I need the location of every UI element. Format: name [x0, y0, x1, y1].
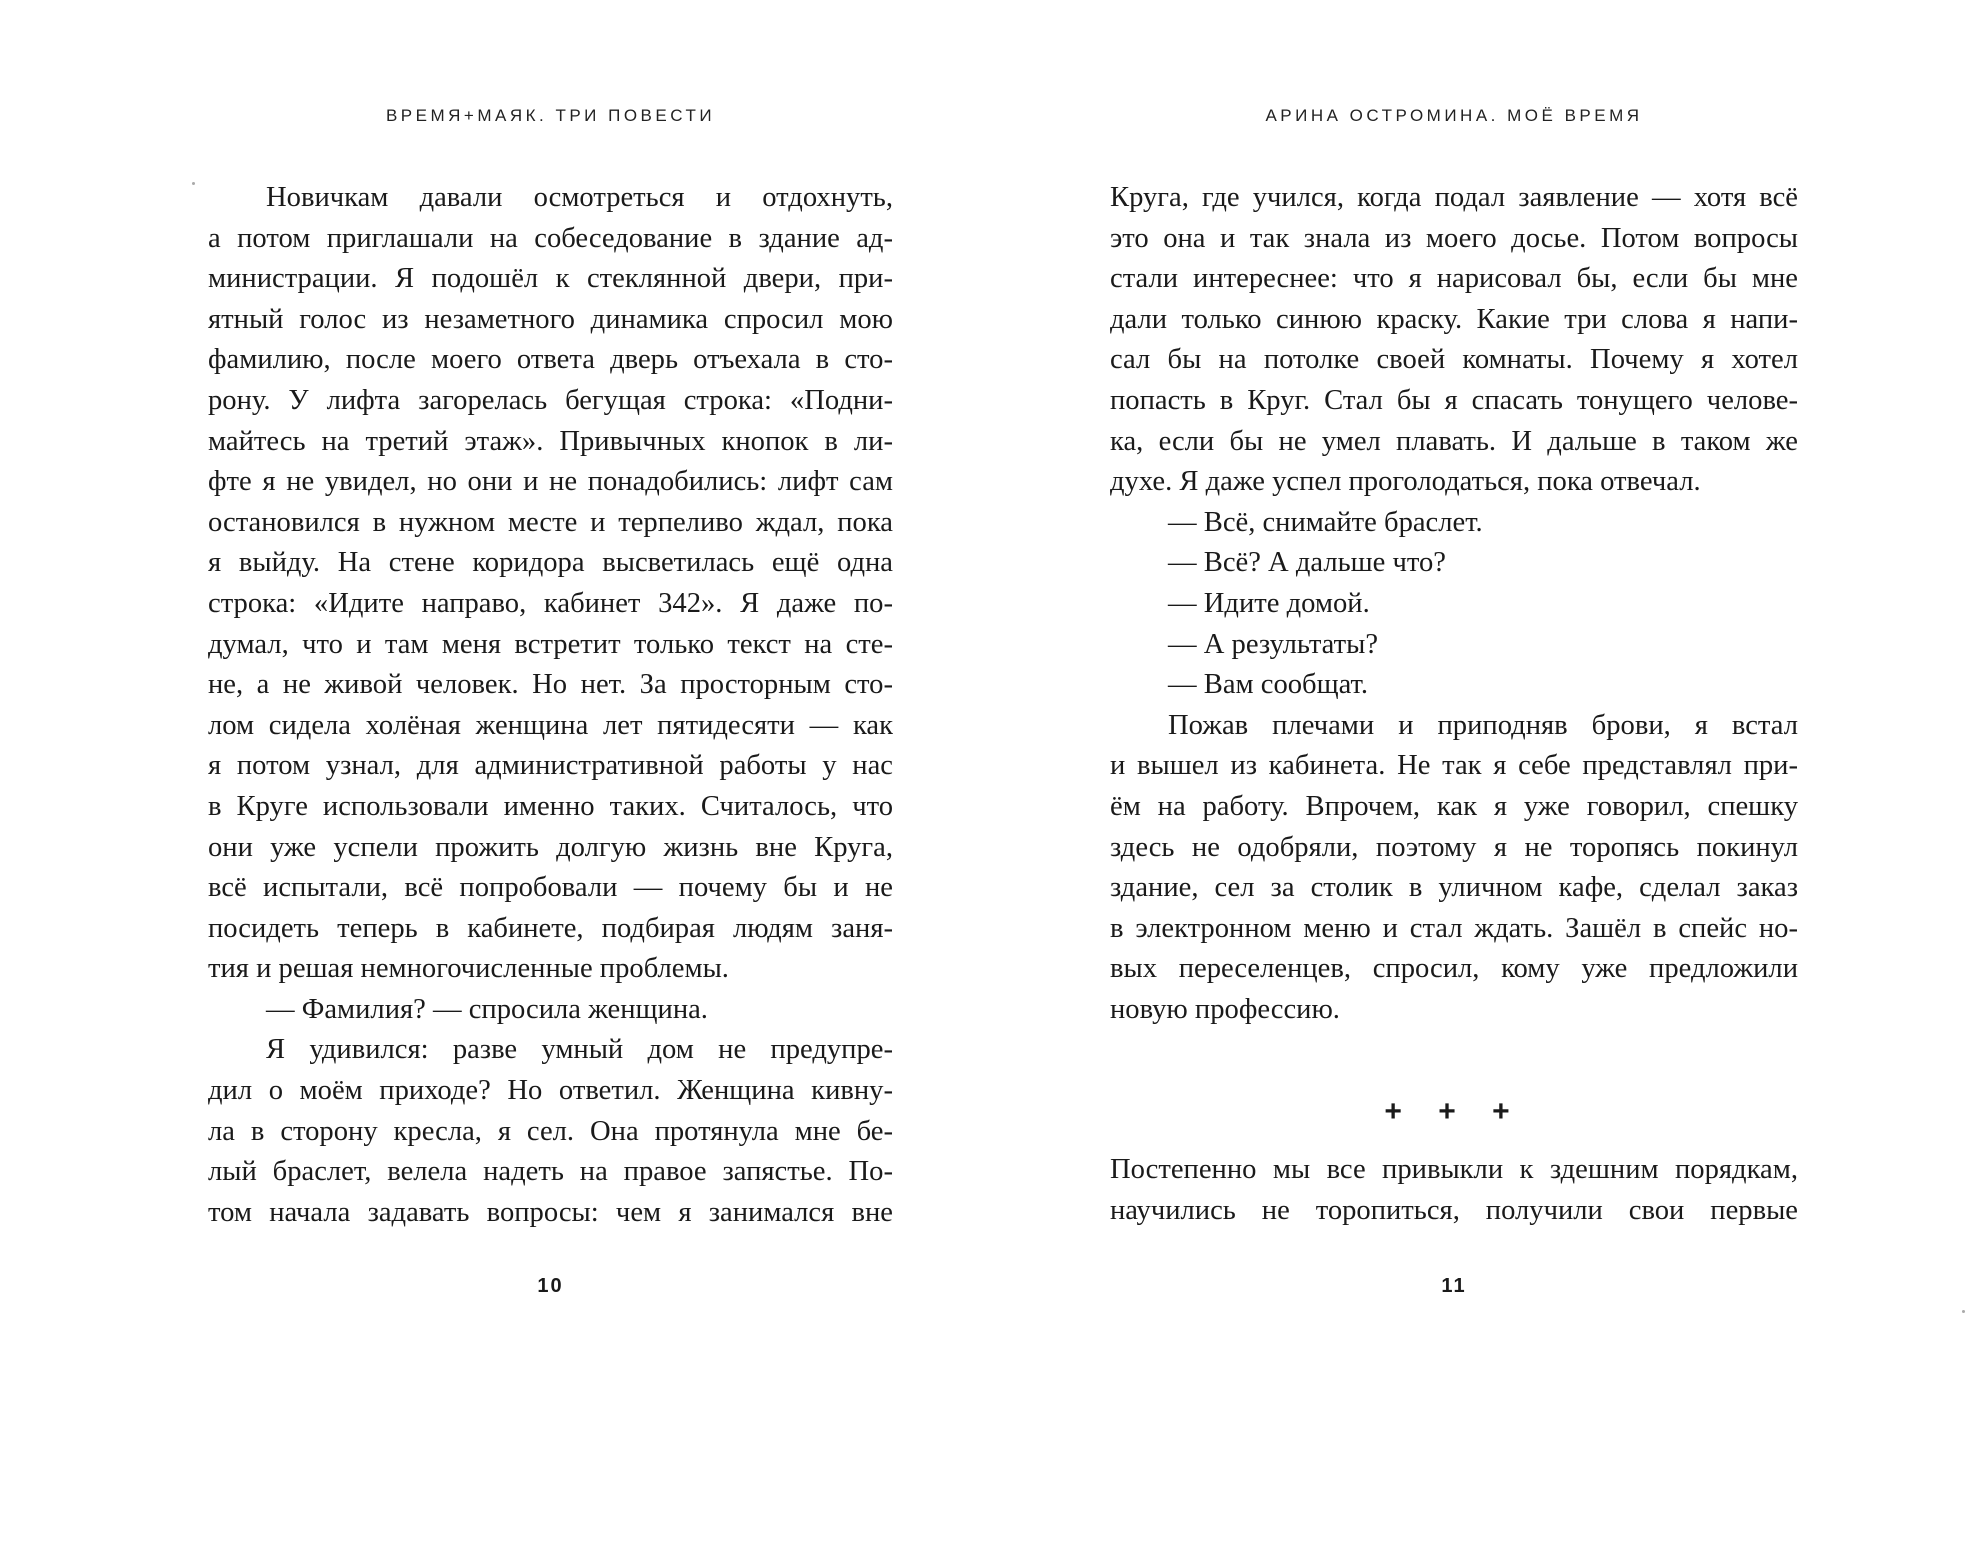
- text-line: ятный голос из незаметного динамика спросил мою: [208, 303, 893, 335]
- right-text-block: [1110, 178, 1798, 1030]
- text-line: тия и решая немногочисленные проблемы.: [208, 953, 729, 985]
- text-line: дали только синюю краску. Какие три слова я напи-: [1110, 303, 1798, 335]
- text-line: строка: «Идите направо, кабинет 342». Я даже по-: [208, 587, 893, 619]
- section-separator: + + +: [1384, 1095, 1524, 1128]
- text-line: это она и так знала из моего досье. Потом вопросы: [1110, 222, 1798, 254]
- dialog-line: — А результаты?: [1168, 628, 1379, 660]
- text-line: остановился в нужном месте и терпеливо ждал, пока: [208, 506, 893, 538]
- dialog-line: — Идите домой.: [1168, 587, 1370, 619]
- text-line: а потом приглашали на собеседование в здание ад-: [208, 222, 893, 254]
- text-line: Круга, где учился, когда подал заявление — хотя всё: [1110, 182, 1798, 213]
- text-line: лом сидела холёная женщина лет пятидесяти — как: [208, 709, 893, 741]
- text-line: стали интереснее: что я нарисовал бы, если бы мне: [1110, 263, 1798, 295]
- text-line: я выйду. На стене коридора высветилась ещё одна: [208, 547, 893, 579]
- text-line: сал бы на потолке своей комнаты. Почему я хотел: [1110, 344, 1798, 376]
- text-line: и вышел из кабинета. Не так я себе представлял при-: [1110, 750, 1798, 782]
- text-line: здание, сел за столик в уличном кафе, сделал заказ: [1110, 872, 1798, 904]
- text-line: всё испытали, всё попробовали — почему бы и не: [208, 872, 893, 904]
- text-line: в электронном меню и стал ждать. Зашёл в спейс но-: [1110, 912, 1798, 944]
- paper-speck: [1962, 1310, 1965, 1313]
- text-line: здесь не одобряли, поэтому я не торопясь покинул: [1110, 831, 1798, 863]
- left-running-head: ВРЕМЯ+МАЯК. ТРИ ПОВЕСТИ: [385, 106, 716, 125]
- text-line: новую профессию.: [1110, 993, 1340, 1025]
- text-line: думал, что и там меня встретит только текст на сте-: [208, 628, 893, 660]
- text-line: рону. У лифта загорелась бегущая строка: «Подни-: [208, 384, 893, 416]
- text-line: в Круге использовали именно таких. Считалось, что: [208, 790, 893, 822]
- text-line: вых переселенцев, спросил, кому уже предложили: [1110, 953, 1798, 985]
- text-line: ём на работу. Впрочем, как я уже говорил, спешку: [1110, 790, 1798, 822]
- text-line: Постепенно мы все привыкли к здешним порядкам,: [1110, 1154, 1798, 1185]
- right-text-block-after-separator: [1110, 1150, 1798, 1231]
- text-line: они уже успели прожить долгую жизнь вне Круга,: [208, 831, 893, 863]
- text-line: том начала задавать вопросы: чем я занимался вне: [208, 1196, 893, 1228]
- dialog-line: — Вам сообщат.: [1168, 669, 1369, 701]
- left-page-number: 10: [537, 1275, 564, 1297]
- text-line: посидеть теперь в кабинете, подбирая людям заня-: [208, 912, 893, 944]
- text-line: дил о моём приходе? Но ответил. Женщина кивну-: [208, 1075, 893, 1107]
- dialog-line: — Всё? А дальше что?: [1168, 547, 1446, 579]
- dialog-line: — Всё, снимайте браслет.: [1168, 506, 1483, 538]
- text-line: фамилию, после моего ответа дверь отъехала в сто-: [208, 344, 893, 376]
- text-line: научились не торопиться, получили свои первые: [1110, 1194, 1798, 1226]
- text-line: Пожав плечами и приподняв брови, я встал: [1168, 709, 1798, 741]
- text-line: Я удивился: разве умный дом не предупре-: [266, 1034, 893, 1066]
- right-running-head: АРИНА ОСТРОМИНА. МОЁ ВРЕМЯ: [1265, 106, 1643, 125]
- text-line: попасть в Круг. Стал бы я спасать тонущего челове-: [1110, 384, 1798, 416]
- text-line: майтесь на третий этаж». Привычных кнопок в ли-: [208, 425, 893, 457]
- text-line: ка, если бы не умел плавать. И дальше в таком же: [1110, 425, 1798, 457]
- paper-speck: [192, 182, 195, 185]
- text-line: духе. Я даже успел проголодаться, пока отвечал.: [1110, 466, 1701, 498]
- left-text-block: [208, 178, 893, 1233]
- text-line: ла в сторону кресла, я сел. Она протянула мне бе-: [208, 1115, 893, 1147]
- dialog-line: — Фамилия? — спросила женщина.: [266, 993, 708, 1025]
- text-line: Новичкам давали осмотреться и отдохнуть,: [266, 182, 893, 213]
- text-line: лый браслет, велела надеть на правое запястье. По-: [208, 1156, 893, 1188]
- right-page-number: 11: [1441, 1275, 1467, 1297]
- text-line: я потом узнал, для административной работы у нас: [208, 750, 893, 782]
- text-line: не, а не живой человек. Но нет. За просторным сто-: [208, 669, 893, 701]
- text-line: фте я не увидел, но они и не понадобились: лифт сам: [208, 466, 893, 498]
- text-line: министрации. Я подошёл к стеклянной двери, при-: [208, 263, 893, 295]
